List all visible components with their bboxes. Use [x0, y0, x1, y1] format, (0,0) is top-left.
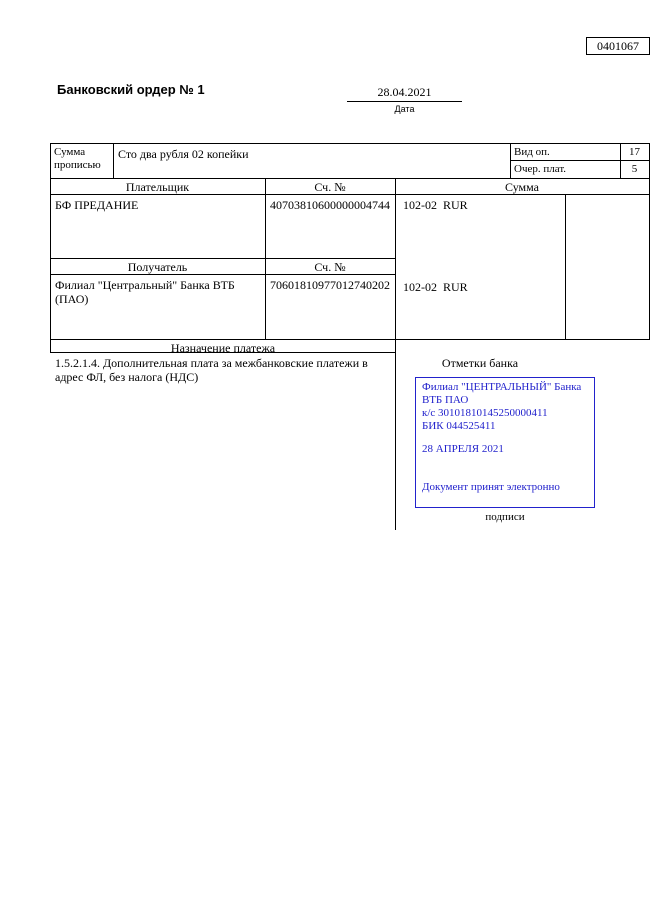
purpose-text: 1.5.2.1.4. Дополнительная плата за межбанковские платежи в адрес ФЛ, без налога (НДС): [55, 356, 371, 384]
sum-column-header: Сумма: [505, 180, 539, 194]
date-value: 28.04.2021: [377, 85, 432, 99]
table-border-line: [565, 194, 566, 339]
date-label: Дата: [394, 104, 415, 114]
form-code: 0401067: [597, 39, 639, 53]
recipient-account: 70601810977012740202: [270, 278, 390, 292]
recipient-column-header: Получатель: [127, 260, 188, 274]
form-code-box: [586, 37, 650, 55]
table-border-line: [50, 143, 650, 144]
payment-priority-label: Очер. плат.: [514, 163, 567, 175]
payer-sum: 102-02 RUR: [403, 198, 468, 212]
table-border-line: [50, 258, 396, 259]
document-title: Банковский ордер № 1: [57, 82, 205, 97]
table-border-line: [50, 339, 650, 340]
stamp-status: Документ принят электронно: [422, 481, 560, 493]
table-border-line: [50, 194, 650, 195]
recipient-account-column-header: Сч. №: [314, 260, 346, 274]
stamp-corr-account: к/с 30101810145250000411: [422, 407, 548, 419]
payer-account: 40703810600000004744: [270, 198, 390, 212]
sum-in-words-label: Сумма прописью: [54, 146, 101, 171]
date-underline: [347, 101, 462, 102]
stamp-date: 28 АПРЕЛЯ 2021: [422, 443, 504, 455]
table-border-line: [50, 178, 650, 179]
payer-name: БФ ПРЕДАНИЕ: [55, 198, 139, 212]
recipient-name: Филиал "Центральный" Банка ВТБ (ПАО): [55, 278, 238, 306]
bank-stamp: [415, 377, 595, 508]
table-border-line: [50, 274, 396, 275]
payer-account-column-header: Сч. №: [314, 180, 346, 194]
stamp-bank-name: Филиал "ЦЕНТРАЛЬНЫЙ" Банка ВТБ ПАО: [422, 381, 585, 406]
table-border-line: [510, 160, 650, 161]
table-border-line: [113, 143, 114, 178]
operation-type-label: Вид оп.: [514, 146, 550, 158]
stamp-bik: БИК 044525411: [422, 420, 496, 432]
payer-column-header: Плательщик: [125, 180, 190, 194]
table-border-line: [510, 143, 511, 178]
recipient-sum: 102-02 RUR: [403, 280, 468, 294]
table-border-line: [50, 143, 51, 353]
purpose-header: Назначение платежа: [170, 341, 276, 355]
signatures-label: подписи: [485, 511, 525, 523]
sum-in-words-value: Сто два рубля 02 копейки: [118, 147, 249, 161]
bank-marks-header: Отметки банка: [441, 356, 519, 370]
payment-priority-value: 5: [631, 163, 638, 175]
table-border-line: [649, 143, 650, 340]
table-border-line: [265, 178, 266, 339]
operation-type-value: 17: [629, 146, 640, 158]
